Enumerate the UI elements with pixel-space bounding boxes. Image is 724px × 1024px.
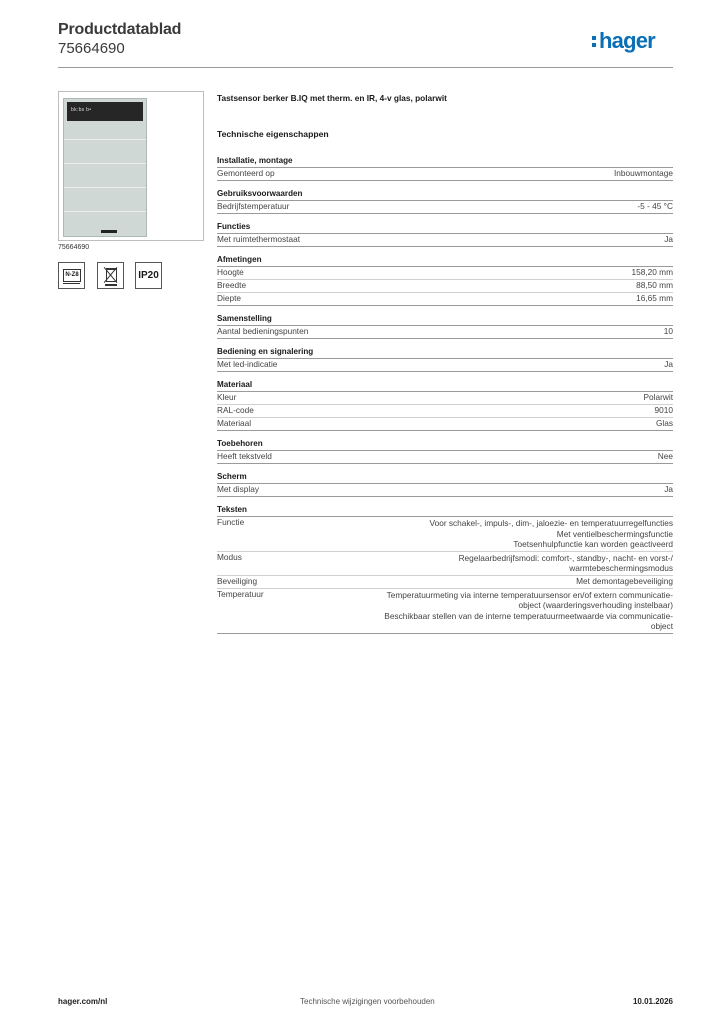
device-rocker-divider — [64, 163, 146, 164]
spec-value — [643, 392, 673, 404]
spec-label: Hoogte — [217, 267, 244, 277]
spec-label: Functie — [217, 517, 245, 527]
section-title: Technische eigenschappen — [217, 129, 329, 139]
spec-value — [614, 168, 673, 180]
spec-value-line: 10 — [663, 326, 673, 336]
spec-label: Diepte — [217, 293, 241, 303]
spec-row — [217, 201, 673, 214]
product-number: 75664690 — [58, 40, 125, 57]
spec-value — [664, 359, 673, 371]
ce-mark-underline — [63, 283, 80, 284]
spec-label: Breedte — [217, 280, 247, 290]
device-display-text: bk:bs b• — [71, 107, 92, 113]
product-image-caption: 75664690 — [58, 244, 90, 251]
spec-value-line: Ja — [664, 234, 673, 244]
spec-value-line: Polarwit — [643, 392, 673, 402]
spec-value-line: 88,50 mm — [636, 280, 673, 290]
spec-row — [217, 576, 673, 589]
spec-row — [217, 293, 673, 306]
spec-row — [217, 552, 673, 576]
spec-value-line: Met ventielbeschermingsfunctie — [556, 528, 673, 539]
group-title: Functies — [217, 221, 673, 234]
logo-text: hager — [599, 28, 655, 53]
device-ir-window — [101, 230, 117, 233]
group-title: Afmetingen — [217, 254, 673, 267]
spec-value-line: Toetsenhulpfunctie kan worden geactiveerd — [513, 539, 673, 549]
footer-date: 10.01.2026 — [632, 997, 673, 1006]
product-name: Tastsensor berker B.IQ met therm. en IR, 4-v glas, polarwit — [217, 93, 447, 103]
spec-value — [664, 484, 673, 496]
spec-value — [576, 576, 673, 588]
spec-value-line: Nee — [657, 451, 673, 461]
spec-value — [631, 267, 673, 279]
footer-note: Technische wijzigingen voorbehouden — [300, 997, 435, 1006]
header-divider — [58, 67, 673, 68]
ce-mark-label: N-Z8 — [63, 269, 81, 282]
group-title: Toebehoren — [217, 438, 673, 451]
group-title: Bediening en signalering — [217, 346, 673, 359]
spec-row — [217, 168, 673, 181]
logo-colon-icon — [592, 33, 597, 48]
spec-value-line: Beschikbaar stellen van de interne temperatuurmeetwaarde via communicatie- — [384, 610, 673, 621]
spec-label: Beveiliging — [217, 575, 258, 586]
spec-row — [217, 484, 673, 497]
product-image — [63, 98, 147, 237]
spec-label: Temperatuur — [217, 588, 264, 599]
spec-sheet — [217, 93, 673, 634]
spec-label: Modus — [217, 551, 242, 562]
spec-label: RAL-code — [217, 405, 254, 415]
spec-value — [655, 405, 673, 417]
spec-row — [217, 517, 673, 552]
group-title: Installatie, montage — [217, 155, 673, 168]
spec-value-line: Met demontagebeveiliging — [576, 575, 673, 586]
ip-rating-badge: IP20 — [135, 262, 162, 289]
spec-value-line: Voor schakel-, impuls-, dim-, jaloezie- en temperatuurregelfuncties — [429, 518, 673, 528]
spec-row — [217, 405, 673, 418]
spec-value-line: 16,65 mm — [636, 293, 673, 303]
device-rocker-divider — [64, 187, 146, 188]
spec-value-line: Inbouwmontage — [613, 168, 673, 178]
spec-row — [217, 326, 673, 339]
spec-row — [217, 267, 673, 280]
spec-value-line: object — [650, 621, 673, 631]
ce-mark-icon — [58, 262, 85, 289]
device-display — [67, 102, 143, 121]
spec-row — [217, 589, 673, 634]
spec-row — [217, 451, 673, 464]
spec-value-line: 9010 — [654, 405, 673, 415]
spec-label: Met ruimtethermostaat — [217, 234, 300, 244]
spec-value — [658, 451, 673, 463]
spec-groups — [217, 155, 673, 634]
device-rocker-divider — [64, 211, 146, 212]
spec-label: Kleur — [217, 392, 237, 402]
spec-value-line: Temperatuurmeting via interne temperatuursensor en/of extern communicatie- — [386, 589, 673, 600]
doc-title: Productdatablad — [58, 21, 182, 38]
spec-value — [384, 589, 673, 632]
device-rocker-divider — [64, 139, 146, 140]
spec-value-line: Glas — [655, 418, 673, 428]
spec-label: Met led-indicatie — [217, 359, 278, 369]
bin-underline — [105, 284, 117, 286]
spec-value — [430, 517, 673, 550]
spec-value — [636, 280, 673, 292]
weee-bin-icon — [97, 262, 124, 289]
spec-row — [217, 359, 673, 372]
hager-logo[interactable] — [592, 28, 655, 54]
group-title: Samenstelling — [217, 313, 673, 326]
spec-row — [217, 418, 673, 431]
spec-value — [637, 201, 673, 213]
spec-value-line: object (waarderingsverhouding instelbaar) — [518, 600, 673, 610]
spec-row — [217, 234, 673, 247]
spec-value-line: Regelaarbedrijfsmodi: comfort-, standby-, nacht- en vorst-/ — [458, 552, 673, 563]
footer-website-link[interactable]: hager.com/nl — [58, 997, 108, 1006]
product-image-frame — [58, 91, 204, 241]
spec-value — [459, 552, 673, 574]
spec-label: Bedrijfstemperatuur — [217, 201, 290, 211]
spec-value — [664, 326, 673, 338]
spec-label: Aantal bedieningspunten — [217, 326, 309, 336]
spec-label: Materiaal — [217, 418, 252, 428]
spec-value-line: -5 - 45 °C — [637, 201, 673, 211]
group-title: Teksten — [217, 504, 673, 517]
spec-value-line: Ja — [664, 359, 673, 369]
spec-value-line: warmtebeschermingsmodus — [569, 563, 673, 573]
spec-value-line: 158,20 mm — [631, 267, 673, 277]
spec-value-line: Ja — [664, 484, 673, 494]
spec-value — [664, 234, 673, 246]
spec-value — [636, 293, 673, 305]
group-title: Materiaal — [217, 379, 673, 392]
group-title: Gebruiksvoorwaarden — [217, 188, 673, 201]
spec-row — [217, 392, 673, 405]
spec-label: Met display — [217, 484, 259, 494]
spec-row — [217, 280, 673, 293]
spec-value — [656, 418, 673, 430]
spec-label: Gemonteerd op — [217, 168, 275, 178]
spec-label: Heeft tekstveld — [217, 451, 272, 461]
group-title: Scherm — [217, 471, 673, 484]
